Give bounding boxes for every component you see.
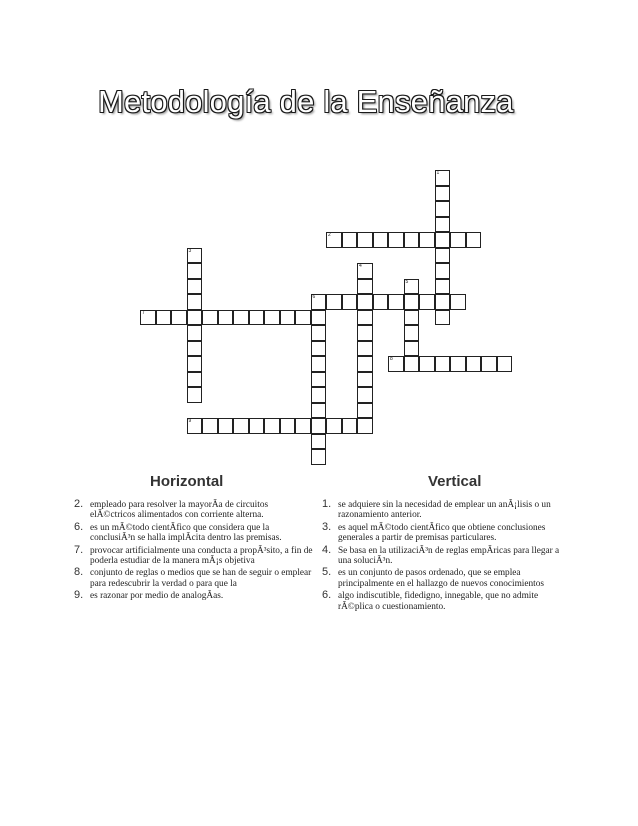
crossword-cell[interactable] xyxy=(357,263,373,279)
crossword-cell[interactable] xyxy=(404,294,420,310)
crossword-cell[interactable] xyxy=(187,325,203,341)
crossword-cell[interactable] xyxy=(311,387,327,403)
crossword-cell[interactable] xyxy=(342,418,358,434)
clue-number-label: 1 xyxy=(436,170,440,176)
crossword-cell[interactable] xyxy=(357,341,373,357)
clue-text: conjunto de reglas o medios que se han de seguir o emplear para redescubrir la verdad o para que la xyxy=(90,568,312,589)
crossword-cell[interactable] xyxy=(450,294,466,310)
clue-vertical xyxy=(312,568,562,589)
clue-text: provocar artificialmente una conducta a propÃ³sito, a fin de poderla estudiar de la manera mÃ¡s objetiva xyxy=(90,545,313,567)
crossword-cell[interactable] xyxy=(357,232,373,248)
crossword-cell[interactable] xyxy=(481,356,497,372)
clue-horizontal xyxy=(64,543,314,567)
crossword-cell[interactable] xyxy=(357,372,373,388)
crossword-cell[interactable] xyxy=(435,356,451,372)
clue-number: 1. xyxy=(322,498,332,510)
crossword-cell[interactable] xyxy=(218,418,234,434)
clue-number-label: 2 xyxy=(328,232,331,238)
clue-number: 6. xyxy=(74,520,84,533)
crossword-cell[interactable] xyxy=(357,356,373,372)
clue-text: es un mÃ©todo cientÃfico que considera que la conclusiÃ³n se halla implÃcita dentro las premisas. xyxy=(90,522,282,544)
clue-vertical xyxy=(312,500,562,521)
crossword-cell[interactable] xyxy=(140,310,156,326)
crossword-cell[interactable] xyxy=(357,294,373,310)
crossword-cell[interactable] xyxy=(466,356,482,372)
crossword-cell[interactable] xyxy=(311,434,327,450)
horizontal-heading: Horizontal xyxy=(150,473,224,490)
clue-text: es aquel mÃ©todo cientÃfico que obtiene conclusiones generales a partir de premisas particulares. xyxy=(338,522,546,544)
crossword-cell[interactable] xyxy=(357,403,373,419)
clue-number-label: 5 xyxy=(405,278,409,285)
crossword-cell[interactable] xyxy=(357,310,373,326)
clue-number: 3. xyxy=(322,520,332,533)
crossword-cell[interactable] xyxy=(187,248,203,264)
crossword-cell[interactable] xyxy=(404,310,420,326)
crossword-cell[interactable] xyxy=(280,418,296,434)
clue-number: 4. xyxy=(322,543,332,556)
page-title: Metodología de la Enseñanza xyxy=(98,84,514,119)
clue-number: 6. xyxy=(322,589,332,602)
crossword-cell[interactable] xyxy=(264,310,280,326)
crossword-cell[interactable] xyxy=(326,418,342,434)
crossword-cell[interactable] xyxy=(311,403,327,419)
clue-text: se adquiere sin la necesidad de emplear un anÃ¡lisis o un razonamiento anterior. xyxy=(338,500,551,521)
crossword-cell[interactable] xyxy=(187,418,203,434)
crossword-cell[interactable] xyxy=(326,232,342,248)
crossword-cell[interactable] xyxy=(435,232,451,248)
crossword-cell[interactable] xyxy=(264,418,280,434)
crossword-cell[interactable] xyxy=(311,310,327,326)
crossword-cell[interactable] xyxy=(388,356,404,372)
crossword-cell[interactable] xyxy=(311,325,327,341)
crossword-cell[interactable] xyxy=(404,341,420,357)
crossword-cell[interactable] xyxy=(435,248,451,264)
crossword-cell[interactable] xyxy=(388,232,404,248)
crossword-cell[interactable] xyxy=(404,232,420,248)
crossword-cell[interactable] xyxy=(295,310,311,326)
crossword-cell[interactable] xyxy=(311,341,327,357)
clue-text: algo indiscutible, fidedigno, innegable, que no admite rÃ©plica o cuestionamiento. xyxy=(338,591,539,612)
vertical-heading: Vertical xyxy=(428,473,482,490)
crossword-cell[interactable] xyxy=(404,279,420,295)
crossword-cell[interactable] xyxy=(171,310,187,326)
crossword-cell[interactable] xyxy=(357,279,373,295)
crossword-cell[interactable] xyxy=(187,310,203,326)
clue-vertical xyxy=(312,543,562,567)
crossword-cell[interactable] xyxy=(373,294,389,310)
crossword-cell[interactable] xyxy=(311,356,327,372)
crossword-cell[interactable] xyxy=(357,387,373,403)
crossword-cell[interactable] xyxy=(419,294,435,310)
crossword-cell[interactable] xyxy=(187,279,203,295)
crossword-cell[interactable] xyxy=(497,356,513,372)
crossword-cell[interactable] xyxy=(466,232,482,248)
clue-horizontal xyxy=(64,520,314,544)
crossword-cell[interactable] xyxy=(202,418,218,434)
crossword-cell[interactable] xyxy=(388,294,404,310)
crossword-cell[interactable] xyxy=(373,232,389,248)
crossword-cell[interactable] xyxy=(326,294,342,310)
crossword-cell[interactable] xyxy=(187,372,203,388)
crossword-cell[interactable] xyxy=(295,418,311,434)
clue-number-label: 4 xyxy=(359,263,362,269)
clue-number: 8. xyxy=(74,566,84,579)
crossword-cell[interactable] xyxy=(202,310,218,326)
clue-number-label: 8 xyxy=(390,356,393,362)
crossword-cell[interactable] xyxy=(435,217,451,233)
clue-horizontal xyxy=(64,591,314,601)
crossword-cell[interactable] xyxy=(435,263,451,279)
clue-number-label: 9 xyxy=(188,418,192,424)
crossword-cell[interactable] xyxy=(435,294,451,310)
crossword-cell[interactable] xyxy=(404,356,420,372)
crossword-cell[interactable] xyxy=(311,449,327,465)
crossword-cell[interactable] xyxy=(357,418,373,434)
crossword-cell[interactable] xyxy=(249,418,265,434)
crossword-cell[interactable] xyxy=(435,279,451,295)
crossword-cell[interactable] xyxy=(187,387,203,403)
clue-horizontal xyxy=(64,500,314,521)
clue-number: 9. xyxy=(74,589,84,602)
crossword-cell[interactable] xyxy=(280,310,296,326)
crossword-cell[interactable] xyxy=(187,294,203,310)
clue-text: Se basa en la utilizaciÃ³n de reglas empÃricas para llegar a una soluciÃ³n. xyxy=(338,545,560,567)
crossword-cell[interactable] xyxy=(435,310,451,326)
crossword-cell[interactable] xyxy=(450,356,466,372)
crossword-cell[interactable] xyxy=(435,201,451,217)
clue-vertical xyxy=(312,520,562,544)
clue-number-label: 3 xyxy=(188,247,192,254)
crossword-cell[interactable] xyxy=(419,356,435,372)
crossword-cell[interactable] xyxy=(311,418,327,434)
crossword-cell[interactable] xyxy=(419,232,435,248)
crossword-cell[interactable] xyxy=(357,325,373,341)
crossword-cell[interactable] xyxy=(404,325,420,341)
crossword-cell[interactable] xyxy=(187,341,203,357)
horizontal-clues xyxy=(64,500,314,604)
crossword-cell[interactable] xyxy=(233,418,249,434)
clue-number: 7. xyxy=(74,543,84,556)
crossword-cell[interactable] xyxy=(435,186,451,202)
clue-number: 2. xyxy=(74,498,84,510)
crossword-cell[interactable] xyxy=(450,232,466,248)
vertical-clues xyxy=(312,500,562,614)
crossword-cell[interactable] xyxy=(249,310,265,326)
crossword-cell[interactable] xyxy=(311,372,327,388)
crossword-cell[interactable] xyxy=(435,170,451,186)
clue-number-label: 7 xyxy=(142,309,145,316)
crossword-cell[interactable] xyxy=(156,310,172,326)
crossword-cell[interactable] xyxy=(342,294,358,310)
clue-text: empleado para resolver la mayorÃa de circuitos elÃ©ctricos alimentados con corriente alterna. xyxy=(90,500,269,521)
crossword-cell[interactable] xyxy=(218,310,234,326)
crossword-cell[interactable] xyxy=(187,263,203,279)
crossword-cell[interactable] xyxy=(233,310,249,326)
clue-number-label: 6 xyxy=(312,294,316,300)
clue-vertical xyxy=(312,591,562,612)
clue-number: 5. xyxy=(322,566,332,579)
crossword-cell[interactable] xyxy=(187,356,203,372)
crossword-cell[interactable] xyxy=(311,294,327,310)
clue-horizontal xyxy=(64,568,314,589)
clue-text: es razonar por medio de analogÃas. xyxy=(90,591,224,602)
crossword-cell[interactable] xyxy=(342,232,358,248)
clue-text: es un conjunto de pasos ordenado, que se emplea principalmente en el hallazgo de nuevos conocimientos xyxy=(338,568,545,589)
